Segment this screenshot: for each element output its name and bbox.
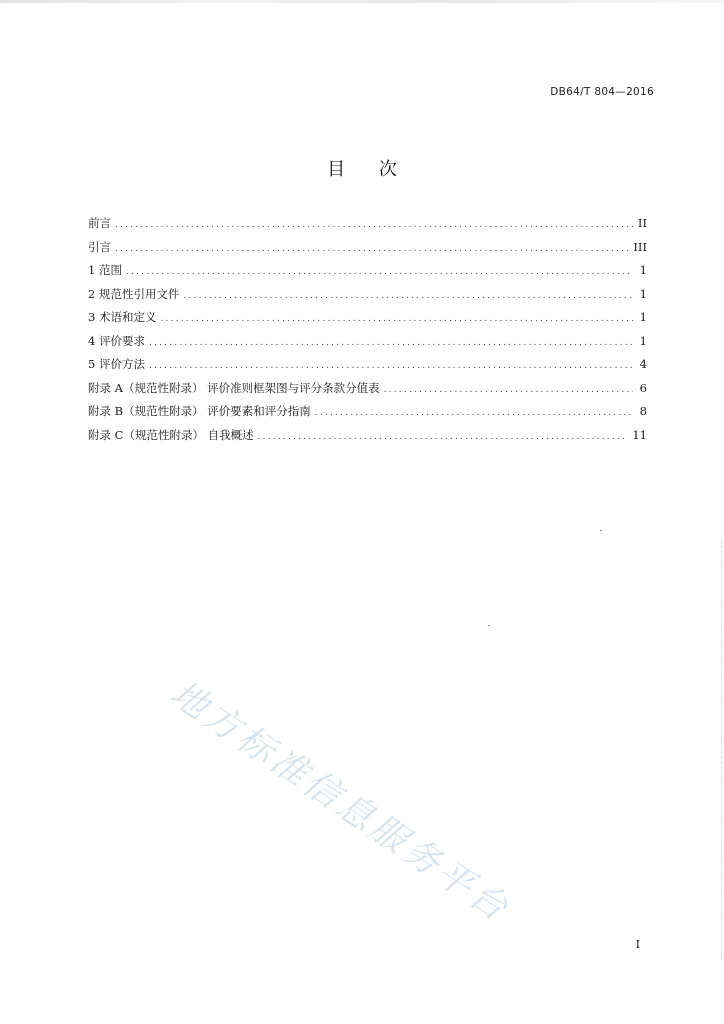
toc-entry-label: 附录 B（规范性附录） 评价要素和评分指南: [88, 404, 311, 418]
dot-leader: [183, 291, 633, 301]
toc-entry-page: II: [637, 216, 647, 230]
toc-entry-label: 1 范围: [88, 263, 122, 277]
dot-leader: [384, 385, 633, 395]
scan-edge-right: [720, 540, 722, 960]
toc-entry-label: 3 术语和定义: [88, 310, 157, 324]
toc-entry-terms-definitions[interactable]: [88, 309, 647, 333]
toc-entry-page: 8: [639, 404, 647, 418]
watermark: 地方标准信息服务平台: [162, 672, 518, 931]
toc-entry-evaluation-requirements[interactable]: [88, 333, 647, 357]
toc-entry-introduction[interactable]: [88, 239, 647, 263]
toc-title: 目 次: [327, 159, 411, 180]
dot-leader: [126, 267, 633, 277]
toc-entry-page: 4: [639, 357, 647, 371]
dot-leader: [315, 408, 633, 418]
toc-entry-appendix-a[interactable]: [88, 380, 647, 404]
scan-speck: [600, 530, 602, 531]
toc-entry-page: 1: [639, 333, 647, 348]
scan-speck: [488, 625, 490, 626]
toc-entry-evaluation-methods[interactable]: [88, 356, 647, 380]
dot-leader: [160, 314, 633, 324]
scan-edge-top: [0, 0, 724, 3]
dot-leader: [115, 220, 633, 230]
dot-leader: [149, 361, 633, 371]
toc-entry-page: III: [633, 239, 647, 254]
toc-entry-foreword[interactable]: [88, 215, 647, 239]
dot-leader: [115, 244, 629, 254]
toc-entry-label: 引言: [88, 239, 111, 254]
toc-entry-page: 1: [639, 310, 647, 324]
dot-leader: [258, 432, 629, 442]
document-code: DB64/T 804—2016: [550, 86, 654, 98]
toc-entry-label: 附录 C（规范性附录） 自我概述: [88, 427, 254, 442]
toc-entry-scope[interactable]: [88, 262, 647, 286]
toc-entry-page: 6: [639, 380, 647, 395]
dot-leader: [149, 338, 633, 348]
table-of-contents: [88, 215, 647, 450]
page-number: I: [635, 938, 640, 951]
toc-entry-normative-references[interactable]: [88, 286, 647, 310]
toc-entry-label: 2 规范性引用文件: [88, 286, 180, 301]
toc-entry-page: 1: [639, 286, 647, 301]
toc-entry-appendix-b[interactable]: [88, 403, 647, 427]
toc-entry-page: 11: [632, 427, 647, 442]
toc-entry-appendix-c[interactable]: [88, 427, 647, 451]
toc-entry-label: 前言: [88, 216, 111, 230]
toc-entry-label: 附录 A（规范性附录） 评价准则框架图与评分条款分值表: [88, 380, 380, 395]
toc-entry-label: 4 评价要求: [88, 333, 145, 348]
toc-entry-page: 1: [639, 263, 647, 277]
toc-entry-label: 5 评价方法: [88, 357, 145, 371]
